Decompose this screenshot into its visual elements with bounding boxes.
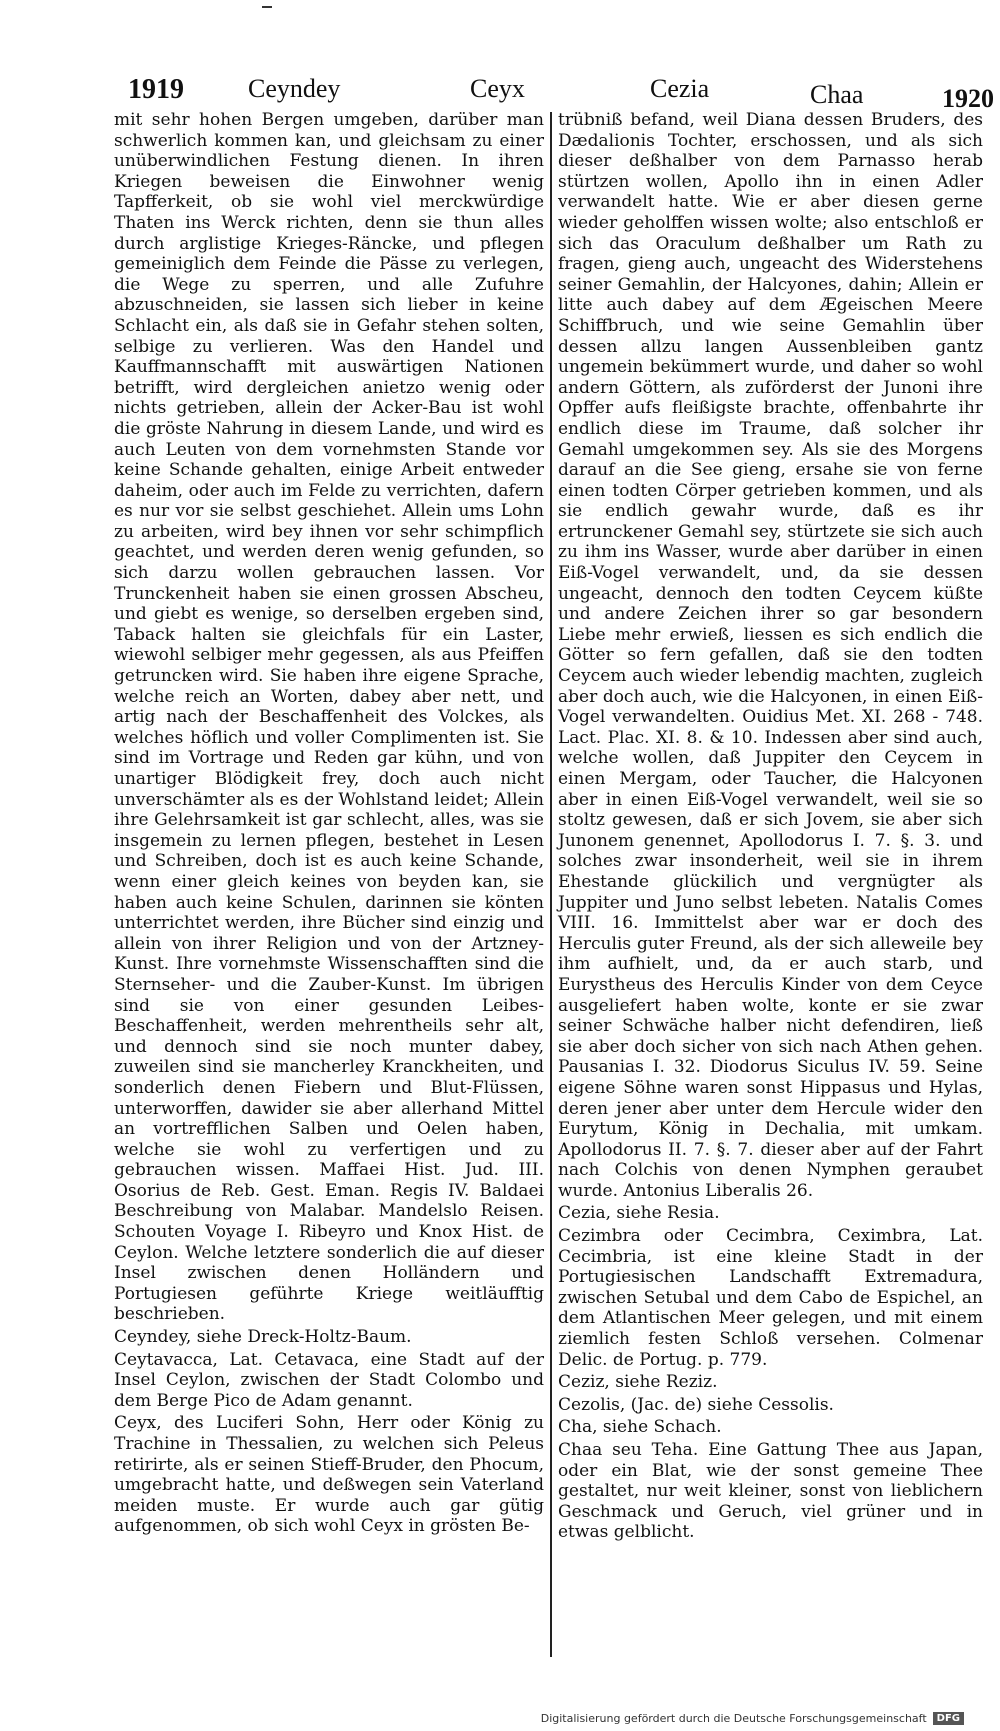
dfg-logo: DFG <box>933 1712 964 1725</box>
paragraph: Chaa seu Teha. Eine Gattung Thee aus Japan, oder ein Blat, wie der sonst gemeine Thee gestaltet, nur weit kleiner, sonst von lieblichern Geschmack und Geruch, viel grüner und in etwas gelblicht. <box>558 1440 983 1543</box>
paragraph: Ceyx, des Luciferi Sohn, Herr oder König zu Trachine in Thessalien, zu welchen sich Peleus retirirte, als er seinen Stieff-Bruder, den Phocum, umgebracht hatte, und deßwegen sein Vaterland meiden muste. Er wurde auch gar gütig aufgenommen, ob sich wohl Ceyx in grösten Be- <box>114 1413 544 1537</box>
scan-mark <box>262 6 272 8</box>
paragraph: Cha, siehe Schach. <box>558 1417 722 1438</box>
header-keyword-3: Cezia <box>650 74 710 103</box>
paragraph: Cezia, siehe Resia. <box>558 1203 720 1224</box>
paragraph: trübniß befand, weil Diana dessen Bruders, des Dædalionis Tochter, erschossen, und als sich dieser deßhalber von dem Parnasso herab stürtzen wollen, Apollo ihn in einen Adler verwandelt hatte. Wie er aber diesen gerne wieder geholffen wissen wolte; also entschloß er sich das Oraculum deßhalber um Rath zu fragen, gieng auch, ungeacht des Widerstehens seiner Gemahlin, der Halcyones, dahin; Allein er litte auch dabey auf dem Ægeischen Meere Schiffbruch, und wie seine Gemahlin über dessen allzu langen Aussenbleiben gantz ungemein bekümmert wurde, und daher so wohl andern Göttern, als zuförderst der Junoni ihre Opffer aufs fleißigste brachte, offenbahrte ihr endlich diese im Traume, daß solcher ihr Gemahl umgekommen sey. Als sie des Morgens darauf an die See gieng, ersahe sie von ferne einen todten Cörper getrieben kommen, und als sie endlich gewahr wurde, daß es ihr ertrunckener Gemahl sey, stürtzete sie sich auch zu ihm ins Wasser, wurde aber darüber in einen Eiß-Vogel verwandelt, und, da sie dessen ungeacht, dennoch den todten Ceycem küßte und andere Zeichen ihrer so gar besondern Liebe mehr erwieß, liessen es sich endlich die Götter so fern gefallen, daß sie den todten Ceycem auch wieder lebendig machten, zugleich aber doch auch, wie die Halcyonen, in einen Eiß-Vogel verwandelten. Ouidius Met. XI. 268 - 748. Lact. Plac. XI. 8. & 10. Indessen aber sind auch, welche wollen, daß Juppiter den Ceycem in einen Mergam, oder Taucher, die Halcyonen aber in einen Eiß-Vogel verwandelt, weil sie so stoltz gewesen, daß er sich Jovem, sie aber sich Junonem genennet, Apollodorus I. 7. §. 3. und solches zwar insonderheit, weil sie in ihrem Ehestande glückilich und vergnügter als Juppiter und Juno selbst lebeten. Natalis Comes VIII. 16. Immittelst aber war er doch des Herculis guter Freund, als der sich alleweile bey ihm aufhielt, und, da er auch starb, und Eurystheus des Herculis Kinder von dem Ceyce ausgeliefert haben wolte, konte er sie zwar seiner Schwäche halber nicht defendiren, ließ sie aber doch sicher von sich nach Athen gehen. Pausanias I. 32. Diodorus Siculus IV. 59. Seine eigene Söhne waren sonst Hippasus und Hylas, deren jener aber unter dem Hercule wider den Eurytum, König in Dechalia, mit umkam. Apollodorus II. 7. §. 7. dieser aber auf der Fahrt nach Colchis von denen Nymphen geraubet wurde. Antonius Liberalis 26. <box>558 110 983 1201</box>
column-divider <box>550 112 552 1657</box>
paragraph: Ceziz, siehe Reziz. <box>558 1372 718 1393</box>
paragraph: Ceytavacca, Lat. Cetavaca, eine Stadt auf der Insel Ceylon, zwischen der Stadt Colombo und dem Berge Pico de Adam genannt. <box>114 1349 544 1411</box>
paragraph: Cezolis, (Jac. de) siehe Cessolis. <box>558 1394 834 1415</box>
page-number-left: 1919 <box>128 74 184 105</box>
left-column <box>114 110 544 1537</box>
footer-credit: Digitalisierung gefördert durch die Deutsche Forschungsgemeinschaft <box>540 1712 927 1725</box>
right-column <box>558 110 983 1543</box>
header-keyword-1: Ceyndey <box>248 74 341 103</box>
header-keyword-4: Chaa <box>810 80 864 109</box>
paragraph: Ceyndey, siehe Dreck-Holtz-Baum. <box>114 1327 412 1348</box>
header-keyword-2: Ceyx <box>470 74 525 103</box>
page-header <box>120 66 994 113</box>
paragraph: Cezimbra oder Cecimbra, Ceximbra, Lat. Cecimbria, ist eine kleine Stadt in der Portugiesischen Landschafft Extremadura, zwischen Setubal und dem Cabo de Espichel, an dem Atlantischen Meer gelegen, und mit einem ziemlich festen Schloß versehen. Colmenar Delic. de Portug. p. 779. <box>558 1226 983 1370</box>
paragraph: mit sehr hohen Bergen umgeben, darüber man schwerlich kommen kan, und gleichsam zu einer unüberwindlichen Festung dienen. In ihren Kriegen beweisen die Einwohner wenig Tapfferkeit, ob sie wohl viel merckwürdige Thaten ins Werck richten, denn sie thun alles durch arglistige Krieges-Räncke, und pflegen gemeiniglich dem Feinde die Pässe zu verlegen, die Wege zu sperren, und alle Zufuhre abzuschneiden, sie lassen sich lieber in keine Schlacht ein, als daß sie in Gefahr stehen solten, selbige zu verlieren. Was den Handel und Kauffmannschafft mit auswärtigen Nationen betrifft, wird dergleichen anietzo wenig oder nichts getrieben, allein der Acker-Bau ist wohl die gröste Nahrung in diesem Lande, und wird es auch Leuten von dem vornehmsten Stande vor keine Schande gehalten, einige Arbeit entweder daheim, oder auch im Felde zu verrichten, dafern es nur vor sie selbst geschiehet. Allein ums Lohn zu arbeiten, wird bey ihnen vor sehr schimpflich geachtet, und werden deren wenig gefunden, so sich darzu wollen gebrauchen lassen. Vor Trunckenheit haben sie einen grossen Abscheu, und giebt es wenige, so derselben ergeben sind, Taback halten sie gleichfals für ein Laster, wiewohl selbiger mehr gegessen, als aus Pfeiffen getruncken wird. Sie haben ihre eigene Sprache, welche reich an Worten, dabey aber nett, und artig nach der Beschaffenheit des Volckes, als welches höflich und voller Complimenten ist. Sie sind im Vortrage und Reden gar kühn, und von unartiger Blödigkeit frey, doch auch nicht unverschämter als es der Wohlstand leidet; Allein ihre Gelehrsamkeit ist gar schlecht, alles, was sie insgemein zu lernen pflegen, bestehet in Lesen und Schreiben, doch ist es auch keine Schande, wenn einer gleich keines von beyden kan, sie haben auch keine Schulen, darinnen sie könten unterrichtet werden, ihre Bücher sind einzig und allein von ihrer Religion und von der Artzney-Kunst. Ihre vornehmste Wissenschafften sind die Sternseher- und die Zauber-Kunst. Im übrigen sind sie von einer gesunden Leibes-Beschaffenheit, werden mehrentheils sehr alt, und dennoch sind sie noch munter dabey, zuweilen sind sie mancherley Kranckheiten, und sonderlich denen Fiebern und Blut-Flüssen, unterworffen, dawider sie aber allerhand Mittel an vortrefflichen Salben und Oelen haben, welche sie wohl zu verfertigen und zu gebrauchen wissen. Maffaei Hist. Jud. III. Osorius de Reb. Gest. Eman. Regis IV. Baldaei Beschreibung von Malabar. Mandelslo Reisen. Schouten Voyage I. Ribeyro und Knox Hist. de Ceylon. Welche letztere sonderlich die auf dieser Insel zwischen denen Holländern und Portugiesen geführte Kriege weitläufftig beschrieben. <box>114 110 544 1325</box>
footer <box>541 1712 964 1725</box>
page-number-right: 1920 <box>942 84 994 113</box>
